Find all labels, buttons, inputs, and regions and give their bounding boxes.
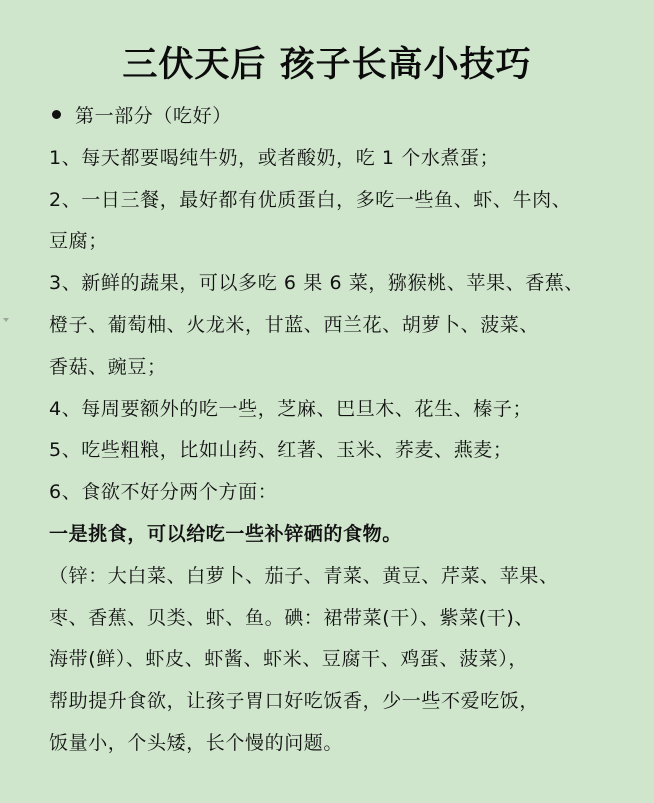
bold-text-line: 一是挑食，可以给吃一些补锌硒的食物。 bbox=[49, 522, 402, 545]
section-heading-text: 第一部分（吃好） bbox=[75, 105, 232, 127]
text-line: 1、每天都要喝纯牛奶，或者酸奶，吃 1 个水煮蛋； bbox=[49, 146, 500, 169]
page-title: 三伏天后 孩子长高小技巧 bbox=[122, 45, 532, 85]
bullet-icon bbox=[52, 110, 61, 119]
text-line: （锌：大白菜、白萝卜、茄子、青菜、黄豆、芹菜、苹果、 bbox=[49, 564, 559, 587]
text-line: 香菇、豌豆； bbox=[49, 355, 167, 378]
article-body bbox=[49, 96, 619, 765]
text-line: 2、一日三餐，最好都有优质蛋白，多吃一些鱼、虾、牛肉、 bbox=[49, 188, 572, 211]
text-line: 豆腐； bbox=[49, 230, 108, 253]
text-line: 3、新鲜的蔬果，可以多吃 6 果 6 菜，猕猴桃、苹果、香蕉、 bbox=[49, 272, 585, 295]
text-line: 枣、香蕉、贝类、虾、鱼。碘：裙带菜(干）、紫菜(干)、 bbox=[49, 606, 534, 629]
text-line: 4、每周要额外的吃一些，芝麻、巴旦木、花生、榛子； bbox=[49, 397, 533, 420]
text-line: 帮助提升食欲，让孩子胃口好吃饭香，少一些不爱吃饭， bbox=[49, 690, 540, 713]
text-line: 饭量小，个头矮，长个慢的问题。 bbox=[49, 731, 344, 754]
text-line: 6、食欲不好分两个方面： bbox=[49, 481, 278, 504]
collapse-marker-icon bbox=[3, 318, 9, 322]
text-line: 橙子、葡萄柚、火龙米，甘蓝、西兰花、胡萝卜、菠菜、 bbox=[49, 313, 540, 336]
text-line: 海带(鲜）、虾皮、虾酱、虾米、豆腐干、鸡蛋、菠菜）， bbox=[49, 648, 529, 671]
text-line: 5、吃些粗粮，比如山药、红著、玉米、荞麦、燕麦； bbox=[49, 439, 513, 462]
section-heading bbox=[49, 96, 619, 138]
